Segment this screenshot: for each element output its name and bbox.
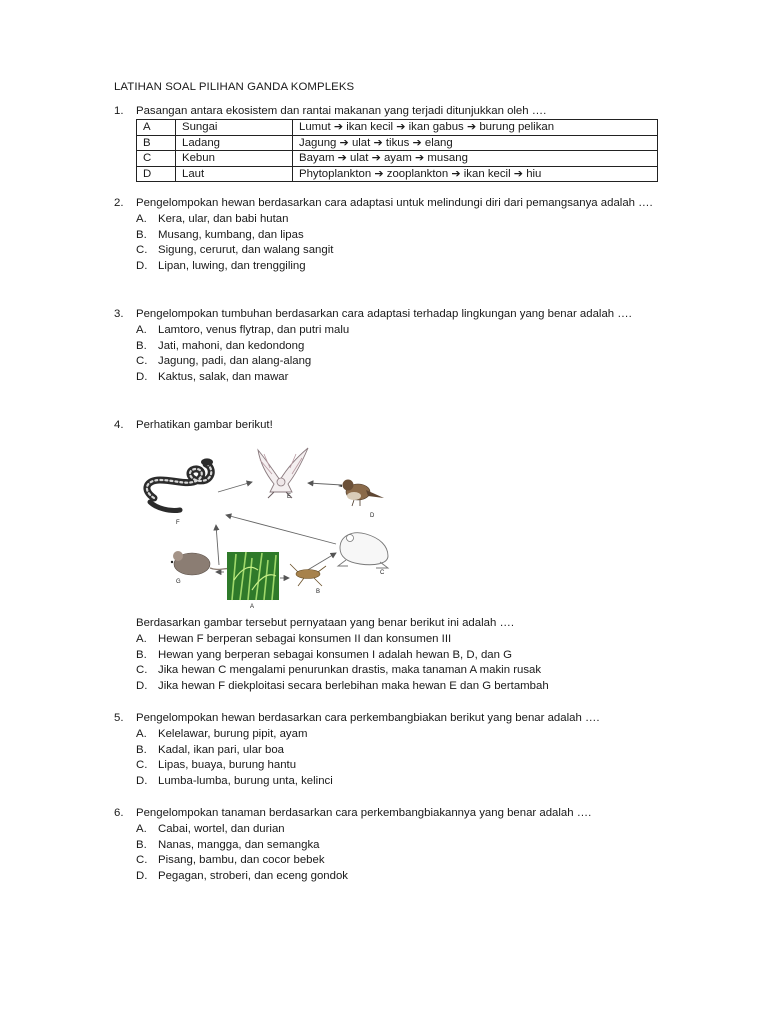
option-b: B. Jati, mahoni, dan kedondong [136,339,305,352]
chain-item: Bayam [299,152,335,164]
question-number: 1. [114,105,124,117]
question-number: 2. [114,197,124,209]
option-b: B. Musang, kumbang, dan lipas [136,228,304,241]
option-a: A. Kelelawar, burung pipit, ayam [136,727,308,740]
table-row [137,120,658,136]
option-c: C. Jagung, padi, dan alang-alang [136,355,312,368]
chain-item: hiu [526,167,542,180]
chain-item: Jagung [299,136,337,149]
row-ecosystem: Kebun [176,151,293,167]
page-title: LATIHAN SOAL PILIHAN GANDA KOMPLEKS [114,81,355,93]
option-c: C. Sigung, cerurut, dan walang sangit [136,244,334,257]
option-b: B. Kadal, ikan pari, ular boa [136,743,285,756]
sparrow-icon [338,480,384,507]
question-1 [114,104,674,120]
row-letter: B [137,135,176,151]
chain-item: elang [424,136,453,149]
table-row [137,166,658,182]
figure-label-e: E [287,494,292,500]
row-ecosystem: Laut [176,166,293,182]
option-a: A. Hewan F berperan sebagai konsumen II dan konsumen III [136,632,452,645]
chain-item: zooplankton [386,167,449,180]
option-d: D. Lumba-lumba, burung unta, kelinci [136,775,333,788]
option-d: D. Kaktus, salak, dan mawar [136,371,289,384]
table-row [137,151,658,167]
figure-label-c: C [380,570,385,576]
question-stem: Pengelompokan hewan berdasarkan cara perkembangbiakan berikut yang benar adalah …. [136,712,600,724]
option-b: B. Nanas, mangga, dan semangka [136,838,320,851]
row-letter: A [137,120,176,136]
question-6 [114,806,674,885]
rice-plant-image [227,552,279,600]
snake-icon [147,458,213,510]
chain-item: ikan kecil [463,167,511,180]
chain-item: ayam [383,152,412,164]
arrow-right-icon: ➔ [414,151,425,164]
row-ecosystem: Ladang [176,135,293,151]
row-ecosystem: Sungai [176,120,293,136]
option-a: A. Lamtoro, venus flytrap, dan putri malu [136,323,350,336]
chain-item: ulat [350,152,369,164]
option-c: C. Jika hewan C mengalami penurunkan drastis, maka tanaman A makin rusak [136,664,542,677]
chain-item: ulat [351,136,371,149]
eagle-icon [258,448,308,498]
question-2 [114,196,674,275]
ecosystem-table [136,119,658,182]
question-number: 4. [114,419,124,431]
option-a: A. Kera, ular, dan babi hutan [136,212,289,225]
arrow-right-icon: ➔ [333,120,344,133]
question-number: 5. [114,712,124,724]
arrow-right-icon: ➔ [373,135,383,149]
question-stem: Pengelompokan tumbuhan berdasarkan cara adaptasi terhadap lingkungan yang benar adalah …. [136,308,632,320]
question-number: 6. [114,807,124,819]
question-stem: Perhatikan gambar berikut! [136,419,273,431]
chain-item: tikus [385,136,410,149]
row-food-chain [293,135,658,151]
row-food-chain [293,120,658,136]
chain-item: Phytoplankton [299,167,372,180]
option-a: A. Cabai, wortel, dan durian [136,822,285,835]
arrow-right-icon: ➔ [339,135,349,149]
arrow-right-icon: ➔ [513,166,524,180]
figure-label-a: A [250,604,255,610]
frog-icon [338,533,388,568]
row-food-chain [293,166,658,182]
question-stem: Pasangan antara ekosistem dan rantai makanan yang terjadi ditunjukkan oleh …. [136,105,547,117]
question-prompt: Berdasarkan gambar tersebut pernyataan yang benar berikut ini adalah …. [136,617,515,629]
option-d: D. Pegagan, stroberi, dan eceng gondok [136,870,348,883]
row-letter: D [137,166,176,182]
figure-label-f: F [176,520,180,526]
arrow-right-icon: ➔ [371,151,381,164]
option-c: C. Lipas, buaya, burung hantu [136,759,297,772]
figure-label-b: B [316,589,321,595]
question-4-options [114,616,674,695]
cricket-icon [290,564,326,586]
option-c: C. Pisang, bambu, dan cocor bebek [136,854,325,867]
arrow-right-icon: ➔ [412,135,422,149]
food-web-figure [136,440,398,612]
question-5 [114,711,674,790]
arrow-right-icon: ➔ [337,151,347,164]
option-b: B. Hewan yang berperan sebagai konsumen I adalah hewan B, D, dan G [136,648,512,661]
arrow-right-icon: ➔ [451,166,461,180]
arrow-right-icon: ➔ [466,120,477,133]
arrow-right-icon: ➔ [374,166,384,180]
arrow-right-icon: ➔ [396,120,406,133]
options-list [136,323,674,386]
row-food-chain [293,151,658,167]
question-4 [114,418,674,434]
figure-label-g: G [176,579,181,585]
food-web-illustration [136,440,398,612]
chain-item: burung pelikan [479,121,555,133]
option-d: D. Jika hewan F diekploitasi secara berlebihan maka hewan E dan G bertambah [136,680,549,693]
chain-item: musang [427,152,468,164]
options-list [136,727,674,790]
chain-item: ikan kecil [346,121,394,133]
question-stem: Pengelompokan tanaman berdasarkan cara perkembangbiakannya yang benar adalah …. [136,807,592,819]
options-list [136,822,674,885]
question-stem: Pengelompokan hewan berdasarkan cara adaptasi untuk melindungi diri dari pemangsanya adalah …. [136,197,653,209]
mouse-icon [171,551,234,575]
question-3 [114,307,674,386]
options-list [136,212,674,275]
table-row [137,135,658,151]
options-list [136,632,674,695]
row-letter: C [137,151,176,167]
chain-item: ikan gabus [408,121,464,133]
option-d: D. Lipan, luwing, dan trenggiling [136,260,306,273]
question-number: 3. [114,308,124,320]
chain-item: Lumut [299,121,331,133]
figure-label-d: D [370,513,375,519]
